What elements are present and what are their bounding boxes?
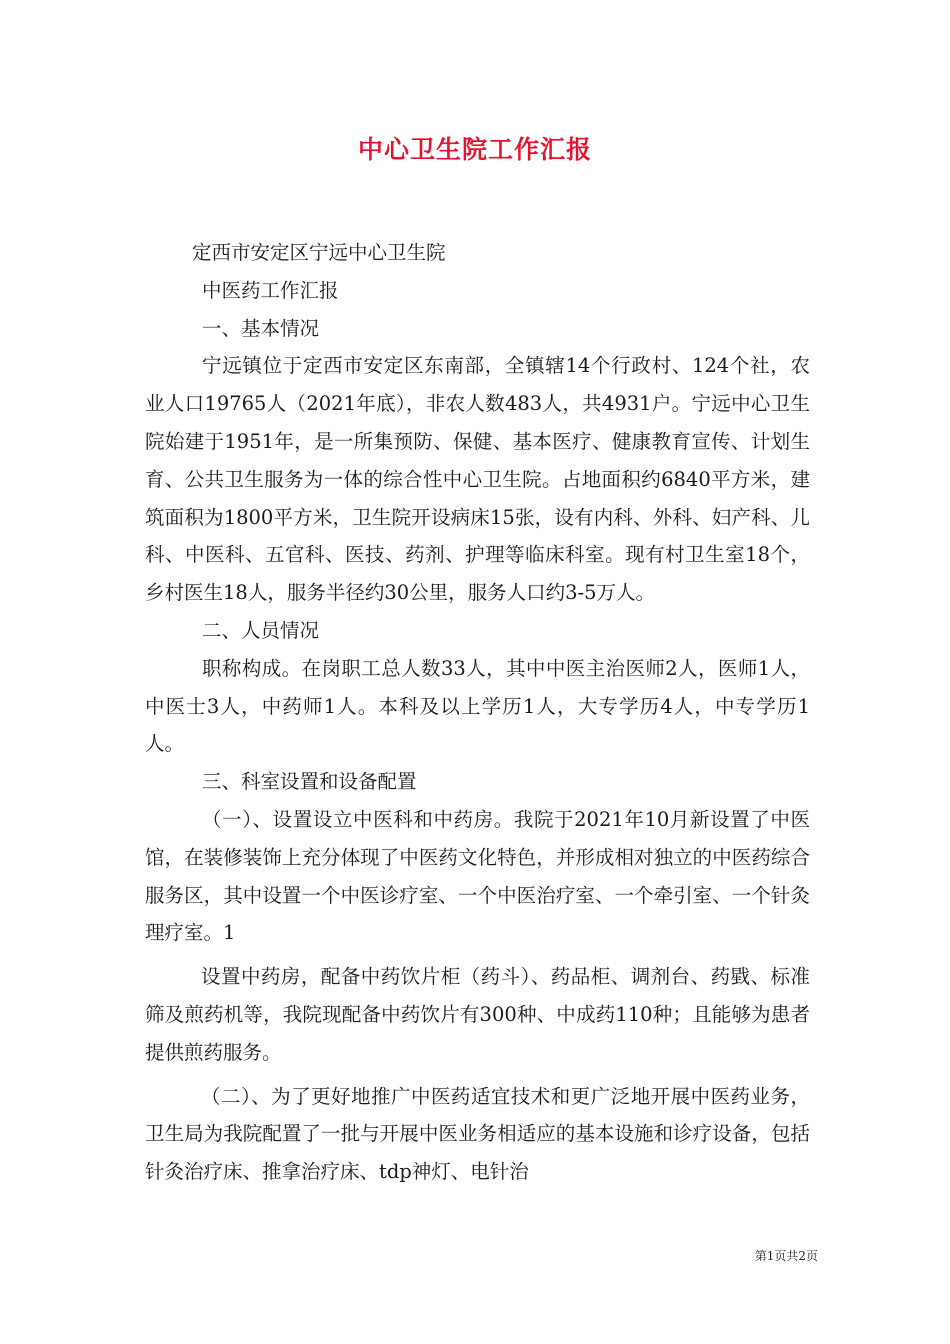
section-heading-basic: 一、基本情况: [202, 316, 320, 340]
paragraph-hospital-name: 定西市安定区宁远中心卫生院: [192, 241, 446, 264]
section-heading-departments: 三、科室设置和设备配置: [202, 770, 417, 794]
section-heading-staff: 二、人员情况: [202, 618, 320, 642]
document-body: [145, 234, 810, 1191]
document-title: 中心卫生院工作汇报: [357, 135, 592, 164]
paragraph-pharmacy: 设置中药房，配备中药饮片柜（药斗）、药品柜、调剂台、药戥、标准筛及煎药机等，我院现配备中药饮片有300种、中成药110种；且能够为患者提供煎药服务。: [145, 965, 810, 1064]
paragraph-staff-info: 职称构成。在岗职工总人数33人，其中中医主治医师2人，医师1人，中医士3人，中药师1人。本科及以上学历1人，大专学历4人，中专学历1人。: [145, 656, 810, 756]
paragraph-basic-info: 宁远镇位于定西市安定区东南部，全镇辖14个行政村、124个社，农业人口19765人（2021年底），非农人数483人，共4931户。宁远中心卫生院始建于1951年，是一所集预防、保健、基本医疗、健康教育宣传、计划生育、公共卫生服务为一体的综合性中心卫生院。占地面积约6840平方米，建筑面积为1800平方米，卫生院开设病床15张，设有内科、外科、妇产科、儿科、中医科、五官科、医技、药剂、护理等临床科室。现有村卫生室18个，乡村医生18人，服务半径约30公里，服务人口约3-5万人。: [145, 354, 810, 605]
paragraph-tcm-department: （一）、设置设立中医科和中药房。我院于2021年10月新设置了中医馆，在装修装饰上充分体现了中医药文化特色，并形成相对独立的中医药综合服务区，其中设置一个中医诊疗室、一个中医治疗室、一个牵引室、一个针灸理疗室。1: [145, 807, 810, 945]
page-number-footer: 第1页共2页: [754, 1249, 818, 1263]
paragraph-report-subtitle: 中医药工作汇报: [202, 278, 339, 302]
paragraph-equipment: （二）、为了更好地推广中医药适宜技术和更广泛地开展中医药业务，卫生局为我院配置了一批与开展中医业务相适应的基本设施和诊疗设备，包括针灸治疗床、推拿治疗床、tdp神灯、电针治: [145, 1084, 810, 1184]
